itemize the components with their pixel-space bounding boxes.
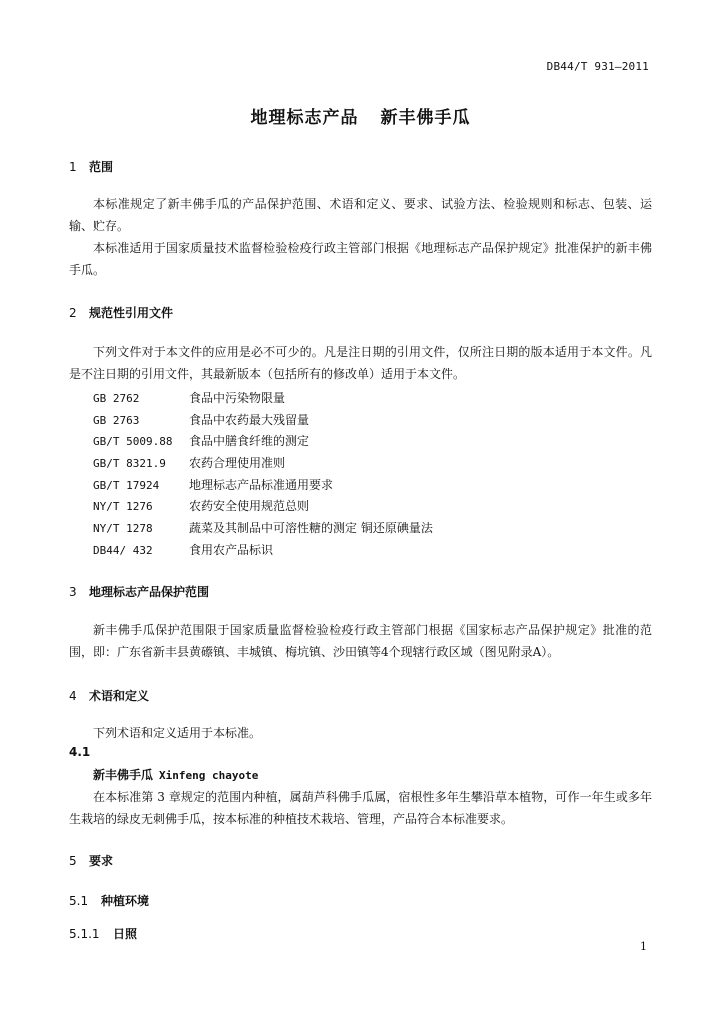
reference-name: 蔬菜及其制品中可溶性糖的测定 铜还原碘量法 bbox=[189, 521, 433, 536]
reference-item bbox=[93, 410, 433, 432]
reference-name: 农药合理使用准则 bbox=[189, 456, 286, 471]
section-number: 3 bbox=[69, 585, 77, 599]
reference-item bbox=[93, 475, 433, 497]
document-title bbox=[0, 103, 721, 128]
reference-code: GB/T 17924 bbox=[93, 478, 160, 492]
reference-item bbox=[93, 496, 433, 518]
section-title: 地理标志产品保护范围 bbox=[89, 585, 210, 599]
section-1-para-1: 本标准规定了新丰佛手瓜的产品保护范围、术语和定义、要求、试验方法、检验规则和标志、包装、运输、贮存。 bbox=[69, 197, 652, 233]
reference-name: 地理标志产品标准通用要求 bbox=[189, 477, 334, 492]
reference-code: DB44/ 432 bbox=[93, 543, 153, 557]
reference-item bbox=[93, 431, 433, 453]
subsection-title: 种植环境 bbox=[101, 894, 150, 908]
section-1-para-2: 本标准适用于国家质量技术监督检验检疫行政主管部门根据《地理标志产品保护规定》批准保护的新丰佛手瓜。 bbox=[69, 241, 652, 277]
term-chinese: 新丰佛手瓜 bbox=[93, 768, 154, 782]
section-title: 术语和定义 bbox=[89, 689, 150, 703]
section-number: 2 bbox=[69, 306, 77, 320]
reference-item bbox=[93, 453, 433, 475]
section-4-intro: 下列术语和定义适用于本标准。 bbox=[93, 726, 262, 740]
term-definition: 在本标准第 3 章规定的范围内种植，属葫芦科佛手瓜属，宿根性多年生攀沿草本植物，可作一年生或多年生栽培的绿皮无刺佛手瓜，按本标准的种植技术栽培、管理，产品符合本标准要求。 bbox=[69, 790, 652, 826]
reference-name: 食用农产品标识 bbox=[189, 542, 274, 557]
subsection-4-1-number: 4.1 bbox=[69, 745, 91, 759]
section-number: 1 bbox=[69, 160, 77, 174]
reference-name: 食品中农药最大残留量 bbox=[189, 412, 310, 427]
subsection-5-1-heading bbox=[69, 892, 149, 909]
term-english: Xinfeng chayote bbox=[159, 769, 259, 782]
reference-code: NY/T 1276 bbox=[93, 500, 153, 514]
reference-list bbox=[93, 388, 433, 562]
reference-code: GB/T 8321.9 bbox=[93, 457, 166, 471]
page-number: 1 bbox=[640, 940, 647, 953]
title-part-2: 新丰佛手瓜 bbox=[380, 108, 471, 128]
standard-number: DB44/T 931—2011 bbox=[546, 60, 649, 73]
section-2-para-1: 下列文件对于本文件的应用是必不可少的。凡是注日期的引用文件，仅所注日期的版本适用于本文件。凡是不注日期的引用文件，其最新版本（包括所有的修改单）适用于本文件。 bbox=[69, 345, 652, 381]
section-2-heading bbox=[69, 304, 173, 321]
section-title: 范围 bbox=[89, 160, 114, 174]
section-3-para-1: 新丰佛手瓜保护范围限于国家质量监督检验检疫行政主管部门根据《国家标志产品保护规定》批准的范围，即：广东省新丰县黄礤镇、丰城镇、梅坑镇、沙田镇等4个现辖行政区域（图见附录A）。 bbox=[69, 623, 652, 659]
section-3-heading bbox=[69, 583, 209, 600]
section-4-heading bbox=[69, 687, 149, 704]
reference-code: GB 2763 bbox=[93, 413, 140, 427]
term-heading bbox=[93, 766, 258, 783]
reference-item bbox=[93, 518, 433, 540]
section-5-heading bbox=[69, 852, 113, 869]
section-title: 规范性引用文件 bbox=[89, 306, 174, 320]
subsection-number: 5.1.1 bbox=[69, 927, 100, 941]
section-number: 4 bbox=[69, 689, 77, 703]
reference-name: 食品中膳食纤维的测定 bbox=[189, 434, 310, 449]
reference-item bbox=[93, 540, 433, 562]
reference-code: NY/T 1278 bbox=[93, 522, 153, 536]
reference-item bbox=[93, 388, 433, 410]
subsection-title: 日照 bbox=[113, 927, 138, 941]
reference-name: 食品中污染物限量 bbox=[189, 391, 286, 405]
reference-name: 农药安全使用规范总则 bbox=[189, 499, 310, 514]
subsection-number: 5.1 bbox=[69, 894, 89, 908]
subsection-5-1-1-heading bbox=[69, 925, 137, 942]
section-number: 5 bbox=[69, 854, 77, 868]
reference-code: GB/T 5009.88 bbox=[93, 435, 173, 449]
reference-code: GB 2762 bbox=[93, 392, 140, 405]
section-title: 要求 bbox=[89, 854, 114, 868]
section-1-heading bbox=[69, 158, 113, 175]
title-part-1: 地理标志产品 bbox=[250, 108, 359, 128]
